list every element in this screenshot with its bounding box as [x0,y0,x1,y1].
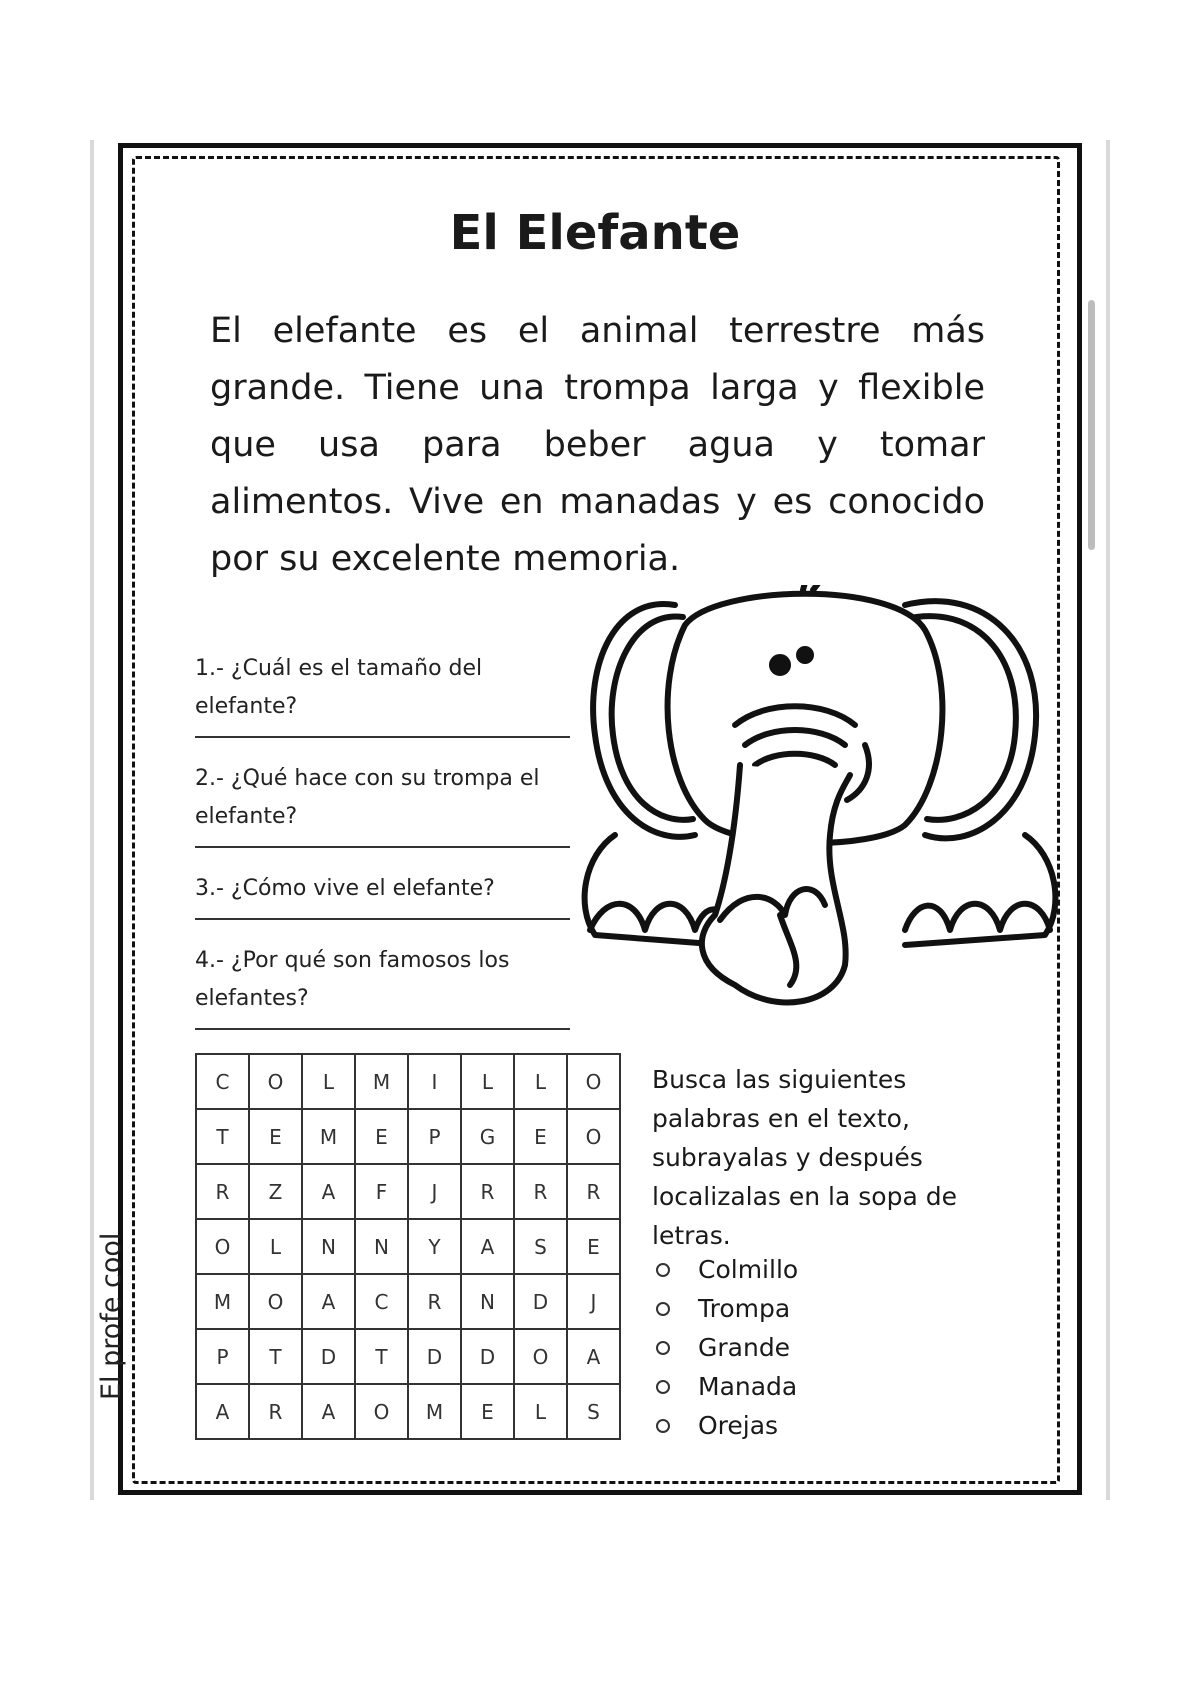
grid-row [196,1384,620,1439]
grid-cell: M [355,1054,408,1109]
grid-cell: A [196,1384,249,1439]
author-credit: El profe cool [96,1232,127,1400]
grid-cell: A [302,1274,355,1329]
grid-row [196,1109,620,1164]
circle-bullet-icon [656,1263,670,1277]
grid-cell: J [567,1274,620,1329]
grid-cell: M [302,1109,355,1164]
grid-cell: G [461,1109,514,1164]
grid-cell: E [514,1109,567,1164]
grid-row [196,1329,620,1384]
word-label: Colmillo [698,1255,799,1284]
grid-cell: O [567,1109,620,1164]
page-title: El Elefante [449,205,741,261]
grid-cell: Y [408,1219,461,1274]
grid-cell: R [567,1164,620,1219]
word-search-grid [195,1053,621,1440]
grid-cell: P [196,1329,249,1384]
circle-bullet-icon [656,1419,670,1433]
grid-cell: R [249,1384,302,1439]
grid-row [196,1164,620,1219]
grid-cell: N [302,1219,355,1274]
circle-bullet-icon [656,1341,670,1355]
grid-cell: S [514,1219,567,1274]
grid-cell: L [514,1384,567,1439]
grid-cell: A [302,1384,355,1439]
grid-cell: O [567,1054,620,1109]
grid-cell: N [461,1274,514,1329]
list-item [652,1367,902,1406]
grid-cell: M [196,1274,249,1329]
grid-cell: I [408,1054,461,1109]
answer-line-4 [195,1028,570,1030]
grid-cell: A [461,1219,514,1274]
questions-section [195,650,570,1052]
list-item [652,1250,902,1289]
answer-line-2 [195,846,570,848]
grid-cell: R [408,1274,461,1329]
grid-cell: O [196,1219,249,1274]
grid-cell: J [408,1164,461,1219]
list-item [652,1328,902,1367]
grid-row [196,1219,620,1274]
grid-cell: E [461,1384,514,1439]
word-label: Trompa [698,1294,791,1323]
grid-cell: C [196,1054,249,1109]
grid-cell: D [514,1274,567,1329]
grid-cell: E [567,1219,620,1274]
grid-cell: F [355,1164,408,1219]
grid-cell: C [355,1274,408,1329]
grid-cell: L [461,1054,514,1109]
grid-cell: S [567,1384,620,1439]
scrollbar-thumb[interactable] [1088,300,1095,550]
circle-bullet-icon [656,1302,670,1316]
list-item [652,1289,902,1328]
grid-cell: D [461,1329,514,1384]
grid-cell: T [355,1329,408,1384]
grid-cell: L [249,1219,302,1274]
circle-bullet-icon [656,1380,670,1394]
word-label: Grande [698,1333,791,1362]
word-label: Orejas [698,1411,779,1440]
grid-row [196,1054,620,1109]
grid-cell: T [249,1329,302,1384]
answer-line-1 [195,736,570,738]
grid-cell: D [302,1329,355,1384]
grid-cell: R [196,1164,249,1219]
list-item [652,1406,902,1445]
grid-row [196,1274,620,1329]
grid-cell: E [355,1109,408,1164]
grid-cell: R [514,1164,567,1219]
grid-cell: D [408,1329,461,1384]
question-2: 2.- ¿Qué hace con su trompa el elefante? [195,766,540,829]
question-3: 3.- ¿Cómo vive el elefante? [195,876,495,901]
grid-cell: O [249,1274,302,1329]
word-label: Manada [698,1372,798,1401]
word-search-instructions: Busca las siguientes palabras en el texto, subrayalas y después localizalas en la sopa de letras. [652,1065,957,1250]
reading-paragraph: El elefante es el animal terrestre más grande. Tiene una trompa larga y flexible que usa para beber agua y tomar alimentos. Vive en manadas y es conocido por su excelente memoria. [210,311,985,579]
elephant-icon [575,585,1065,1055]
grid-cell: Z [249,1164,302,1219]
grid-cell: L [302,1054,355,1109]
grid-cell: L [514,1054,567,1109]
grid-cell: O [514,1329,567,1384]
grid-cell: T [196,1109,249,1164]
question-1: 1.- ¿Cuál es el tamaño del elefante? [195,656,483,719]
word-list [652,1250,902,1445]
answer-line-3 [195,918,570,920]
grid-cell: M [408,1384,461,1439]
grid-cell: A [302,1164,355,1219]
grid-cell: N [355,1219,408,1274]
grid-cell: R [461,1164,514,1219]
grid-cell: E [249,1109,302,1164]
question-4: 4.- ¿Por qué son famosos los elefantes? [195,948,510,1011]
grid-cell: P [408,1109,461,1164]
grid-cell: A [567,1329,620,1384]
grid-cell: O [355,1384,408,1439]
grid-cell: O [249,1054,302,1109]
